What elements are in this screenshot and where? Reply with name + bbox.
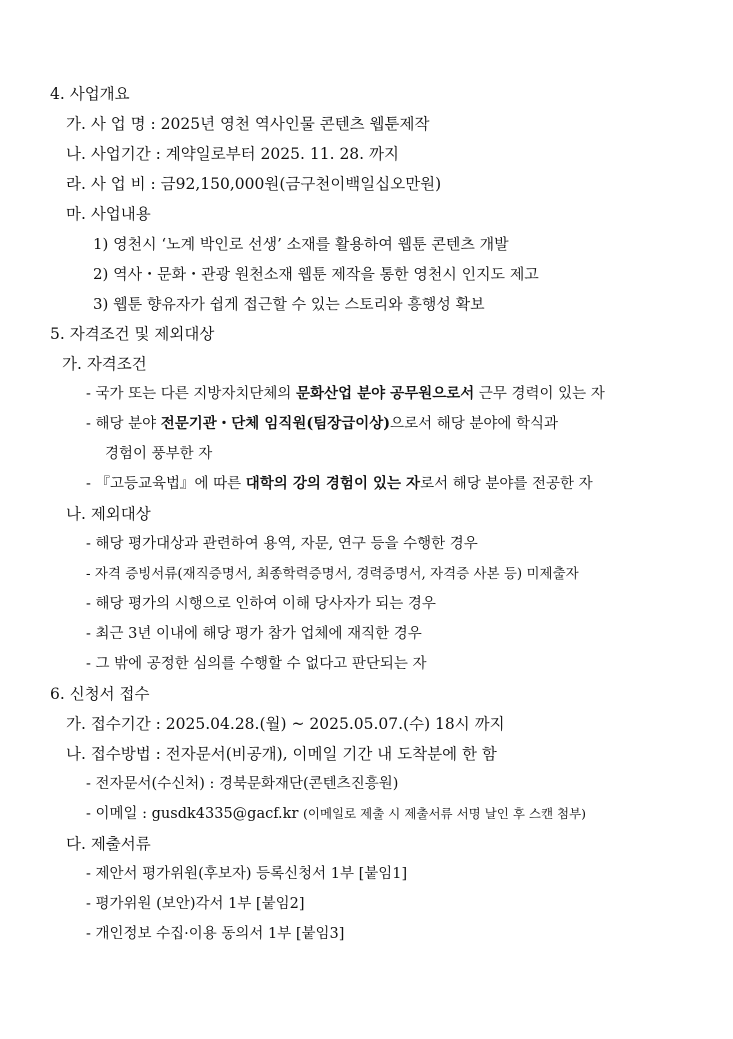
project-content-title: 마. 사업내용: [66, 205, 151, 223]
section-4-heading: 4. 사업개요: [50, 85, 130, 103]
method-item-1: - 전자문서(수신처) : 경북문화재단(콘텐츠진흥원): [86, 776, 399, 792]
exclusion-title: 나. 제외대상: [66, 505, 151, 523]
section-6-heading: 6. 신청서 접수: [50, 685, 150, 703]
exclusion-item-5: - 그 밖에 공정한 심의를 수행할 수 없다고 판단되는 자: [86, 656, 427, 672]
qualification-item-2-continued: 경험이 풍부한 자: [105, 446, 213, 462]
document-item-2: - 평가위원 (보안)각서 1부 [붙임2]: [86, 896, 305, 912]
project-budget-line: 라. 사 업 비 : 금92,150,000원(금구천이백일십오만원): [66, 175, 442, 193]
section-5-heading: 5. 자격조건 및 제외대상: [50, 325, 215, 343]
project-content-item-3: 3) 웹툰 향유자가 쉽게 접근할 수 있는 스토리와 흥행성 확보: [93, 295, 485, 313]
project-content-item-2: 2) 역사・문화・관광 원천소재 웹툰 제작을 통한 영천시 인지도 제고: [93, 265, 539, 283]
qualification-item-3: - 『고등교육법』에 따른 대학의 강의 경험이 있는 자로서 해당 분야를 전공한 자: [86, 475, 593, 492]
qualification-item-1: - 국가 또는 다른 지방자치단체의 문화산업 분야 공무원으로서 근무 경력이 있는 자: [86, 385, 605, 402]
documents-title: 다. 제출서류: [66, 835, 151, 853]
qualification-item-2: - 해당 분야 전문기관・단체 임직원(팀장급이상)으로서 해당 분야에 학식과: [86, 415, 559, 432]
project-content-item-1: 1) 영천시 ‘노계 박인로 선생’ 소재를 활용하여 웹툰 콘텐츠 개발: [93, 235, 509, 253]
method-item-2: - 이메일 : gusdk4335@gacf.kr (이메일로 제출 시 제출서류 서명 날인 후 스캔 첨부): [86, 806, 587, 822]
exclusion-item-3: - 해당 평가의 시행으로 인하여 이해 당사자가 되는 경우: [86, 596, 436, 612]
application-method-line: 나. 접수방법 : 전자문서(비공개), 이메일 기간 내 도착분에 한 함: [66, 745, 497, 763]
exclusion-item-1: - 해당 평가대상과 관련하여 용역, 자문, 연구 등을 수행한 경우: [86, 536, 478, 552]
project-period-line: 나. 사업기간 : 계약일로부터 2025. 11. 28. 까지: [66, 145, 399, 163]
document-item-1: - 제안서 평가위원(후보자) 등록신청서 1부 [붙임1]: [86, 866, 408, 882]
application-period-line: 가. 접수기간 : 2025.04.28.(월) ~ 2025.05.07.(수) 18시 까지: [66, 715, 505, 733]
exclusion-item-2: - 자격 증빙서류(재직증명서, 최종학력증명서, 경력증명서, 자격증 사본 등) 미제출자: [86, 566, 579, 582]
qualification-title: 가. 자격조건: [62, 355, 147, 373]
exclusion-item-4: - 최근 3년 이내에 해당 평가 참가 업체에 재직한 경우: [86, 626, 422, 642]
project-name-line: 가. 사 업 명 : 2025년 영천 역사인물 콘텐츠 웹툰제작: [66, 115, 430, 133]
document-item-3: - 개인정보 수집·이용 동의서 1부 [붙임3]: [86, 926, 345, 942]
email-note: (이메일로 제출 시 제출서류 서명 날인 후 스캔 첨부): [303, 806, 587, 821]
